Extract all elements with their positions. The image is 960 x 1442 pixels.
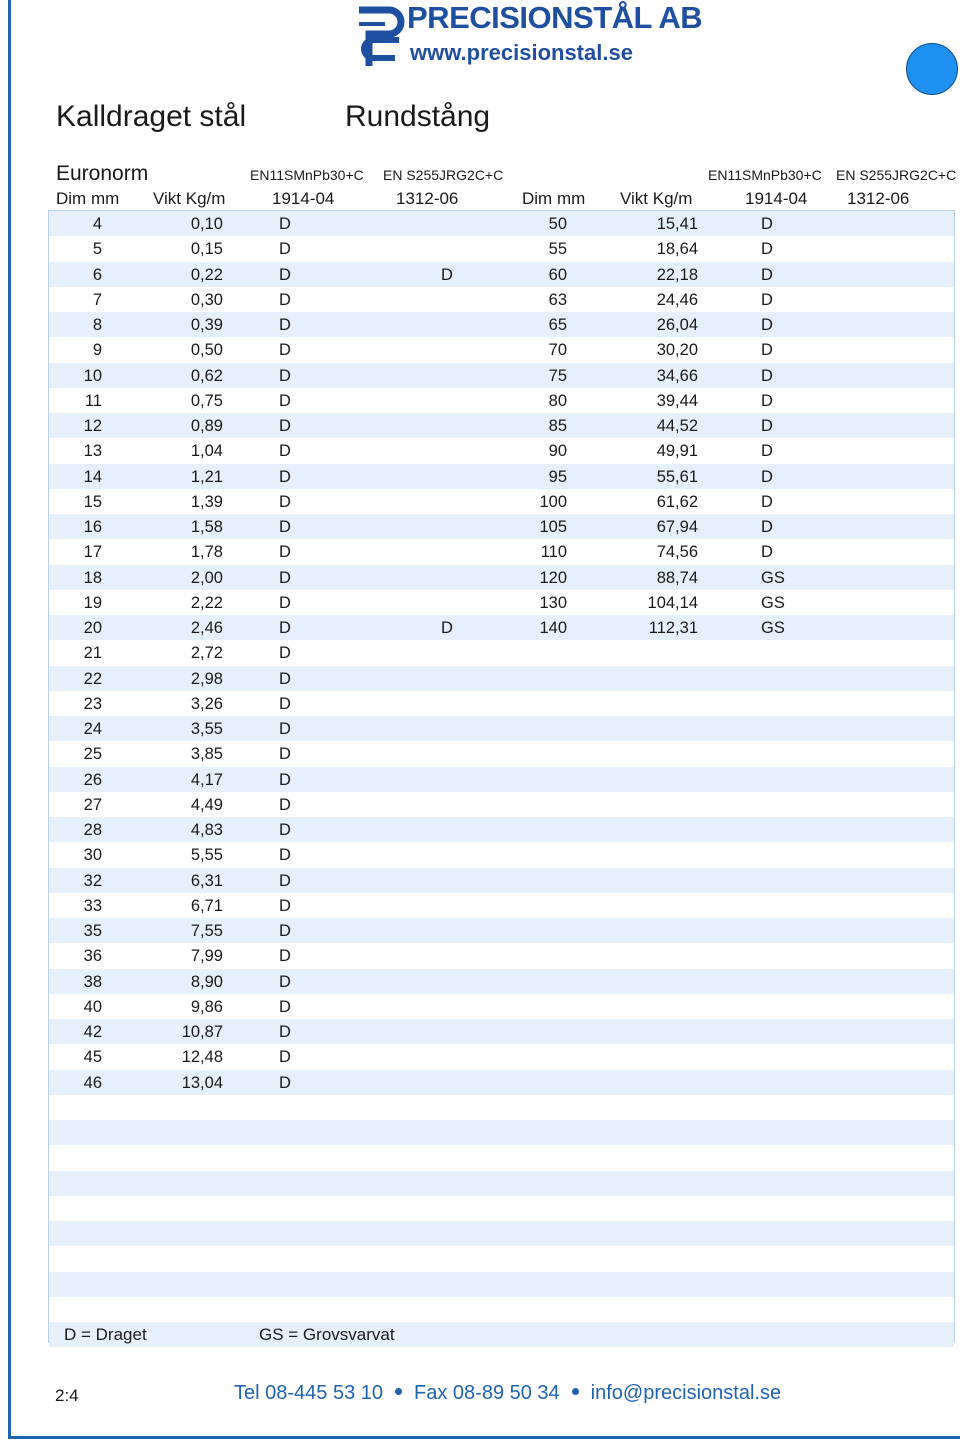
left-cell-dim: 32 (83, 871, 102, 890)
left-cell-dim: 20 (83, 619, 102, 637)
left-cell-dim: 40 (83, 997, 102, 1016)
footer-fax: Fax 08-89 50 34 (414, 1382, 560, 1404)
left-cell-dim: 24 (83, 720, 102, 738)
row-band (49, 413, 954, 438)
left-cell-vikt: 3,85 (190, 745, 223, 764)
right-cell-vikt: 67,94 (656, 518, 698, 536)
left-cell-dim: 22 (83, 669, 102, 688)
left-cell-vikt: 10,87 (181, 1023, 223, 1041)
right-cell-a: GS (761, 619, 785, 637)
footer-contact (234, 1382, 781, 1405)
left-cell-a: D (279, 745, 291, 764)
left-cell-dim: 26 (83, 770, 102, 789)
right-num2-header: 1312-06 (847, 189, 910, 208)
ps-monogram-icon (355, 0, 407, 72)
left-cell-a: D (279, 1073, 291, 1092)
left-cell-a: D (279, 467, 291, 486)
right-cell-vikt: 49,91 (656, 442, 698, 461)
page-title: Kalldraget stål (56, 100, 247, 133)
right-cell-dim: 90 (548, 442, 567, 461)
left-cell-vikt: 1,21 (190, 467, 223, 486)
right-cell-vikt: 44,52 (656, 417, 698, 435)
left-cell-vikt: 0,89 (190, 417, 223, 435)
right-cell-vikt: 34,66 (656, 366, 698, 385)
row-band (49, 1272, 954, 1297)
left-cell-a: D (279, 694, 291, 713)
left-cell-a: D (279, 568, 291, 587)
right-cell-dim: 65 (548, 316, 567, 334)
right-cell-vikt: 88,74 (656, 568, 698, 587)
left-cell-vikt: 0,50 (190, 341, 223, 360)
row-band (49, 716, 954, 741)
row-band (49, 666, 954, 691)
legend-grovsvarvat: GS = Grovsvarvat (259, 1325, 395, 1344)
page-number: 2:4 (55, 1386, 79, 1405)
left-cell-vikt: 2,00 (190, 568, 223, 587)
left-cell-dim: 18 (83, 568, 102, 587)
right-cell-a: GS (761, 593, 785, 612)
left-cell-vikt: 0,62 (190, 366, 223, 385)
left-cell-dim: 45 (83, 1048, 102, 1067)
left-cell-vikt: 4,49 (190, 795, 223, 814)
right-cell-vikt: 15,41 (656, 215, 698, 233)
left-cell-dim: 9 (92, 341, 102, 360)
row-band (49, 262, 954, 287)
left-cell-vikt: 2,98 (190, 669, 223, 688)
left-cell-a: D (279, 720, 291, 738)
row-band (49, 514, 954, 539)
left-cell-vikt: 7,55 (190, 922, 223, 940)
right-cell-vikt: 22,18 (656, 265, 698, 284)
left-cell-vikt: 4,17 (190, 770, 223, 789)
right-cell-dim: 95 (548, 467, 567, 486)
left-cell-a: D (279, 770, 291, 789)
row-band (49, 211, 954, 236)
right-cell-vikt: 104,14 (647, 593, 698, 612)
left-cell-a: D (279, 1023, 291, 1041)
left-cell-vikt: 1,39 (190, 492, 223, 511)
right-cell-vikt: 18,64 (656, 240, 698, 259)
left-cell-vikt: 6,71 (190, 896, 223, 915)
right-cell-vikt: 26,04 (656, 316, 698, 334)
right-cell-a: D (761, 240, 773, 259)
left-cell-a: D (279, 265, 291, 284)
left-cell-b: D (441, 265, 453, 284)
left-cell-a: D (279, 391, 291, 410)
right-cell-dim: 130 (539, 593, 567, 612)
dimension-table (48, 210, 955, 1343)
left-cell-dim: 10 (83, 366, 102, 385)
left-cell-vikt: 0,22 (190, 265, 223, 284)
right-cell-a: D (761, 391, 773, 410)
left-cell-vikt: 3,55 (190, 720, 223, 738)
left-cell-vikt: 7,99 (190, 947, 223, 966)
left-cell-vikt: 13,04 (181, 1073, 223, 1092)
right-cell-dim: 63 (548, 290, 567, 309)
left-cell-vikt: 8,90 (190, 972, 223, 991)
left-cell-vikt: 2,22 (190, 593, 223, 612)
left-cell-a: D (279, 821, 291, 839)
left-cell-vikt: 1,04 (190, 442, 223, 461)
right-cell-vikt: 55,61 (656, 467, 698, 486)
row-band (49, 868, 954, 893)
left-dim-header: Dim mm (56, 189, 120, 208)
left-cell-dim: 12 (83, 417, 102, 435)
right-cell-dim: 85 (548, 417, 567, 435)
left-std1-header: EN11SMnPb30+C (250, 167, 364, 183)
left-cell-vikt: 0,10 (190, 215, 223, 233)
right-cell-vikt: 24,46 (656, 290, 698, 309)
euronorm-label: Euronorm (56, 162, 149, 185)
left-cell-vikt: 5,55 (190, 846, 223, 865)
left-vikt-header: Vikt Kg/m (153, 189, 226, 208)
left-cell-dim: 17 (83, 543, 102, 562)
left-cell-a: D (279, 619, 291, 637)
section-marker-dot (906, 43, 958, 95)
left-cell-dim: 27 (83, 795, 102, 814)
footer-tel[interactable]: Tel 08-445 53 10 (234, 1382, 384, 1404)
left-cell-a: D (279, 290, 291, 309)
right-cell-dim: 55 (548, 240, 567, 259)
right-cell-dim: 140 (539, 619, 567, 637)
left-cell-dim: 46 (83, 1073, 102, 1092)
right-cell-a: D (761, 417, 773, 435)
right-num1-header: 1914-04 (745, 189, 808, 208)
left-cell-a: D (279, 644, 291, 663)
left-cell-dim: 6 (92, 265, 102, 284)
left-cell-a: D (279, 795, 291, 814)
left-cell-dim: 15 (83, 492, 102, 511)
left-cell-vikt: 4,83 (190, 821, 223, 839)
left-cell-b: D (441, 619, 453, 637)
left-cell-a: D (279, 997, 291, 1016)
left-cell-dim: 23 (83, 694, 102, 713)
row-band (49, 1221, 954, 1246)
right-cell-dim: 105 (539, 518, 567, 536)
left-cell-a: D (279, 341, 291, 360)
row-band (49, 969, 954, 994)
right-cell-dim: 60 (548, 265, 567, 284)
right-cell-dim: 120 (539, 568, 567, 587)
left-num1-header: 1914-04 (272, 189, 335, 208)
footer-email[interactable]: info@precisionstal.se (590, 1382, 782, 1404)
left-cell-vikt: 6,31 (190, 871, 223, 890)
legend-draget: D = Draget (64, 1325, 147, 1344)
left-cell-dim: 16 (83, 518, 102, 536)
bullet-icon (395, 1388, 402, 1395)
left-cell-dim: 13 (83, 442, 102, 461)
right-vikt-header: Vikt Kg/m (620, 189, 693, 208)
left-cell-dim: 7 (92, 290, 102, 309)
left-cell-a: D (279, 669, 291, 688)
left-cell-a: D (279, 215, 291, 233)
left-cell-vikt: 0,15 (190, 240, 223, 259)
left-cell-vikt: 3,26 (190, 694, 223, 713)
right-cell-dim: 50 (548, 215, 567, 233)
right-cell-a: D (761, 215, 773, 233)
right-cell-vikt: 74,56 (656, 543, 698, 562)
left-cell-dim: 14 (83, 467, 102, 486)
right-cell-a: D (761, 518, 773, 536)
left-cell-vikt: 0,75 (190, 391, 223, 410)
left-cell-dim: 28 (83, 821, 102, 839)
left-cell-dim: 8 (92, 316, 102, 334)
left-border-bar (8, 0, 11, 1436)
left-cell-a: D (279, 972, 291, 991)
row-band (49, 1171, 954, 1196)
bullet-icon (572, 1388, 579, 1395)
left-cell-a: D (279, 871, 291, 890)
left-cell-dim: 42 (83, 1023, 102, 1041)
right-cell-a: D (761, 316, 773, 334)
company-url[interactable]: www.precisionstal.se (410, 40, 633, 65)
row-band (49, 464, 954, 489)
left-cell-a: D (279, 947, 291, 966)
right-cell-a: GS (761, 568, 785, 587)
row-band (49, 1120, 954, 1145)
left-num2-header: 1312-06 (396, 189, 459, 208)
left-cell-a: D (279, 240, 291, 259)
row-band (49, 312, 954, 337)
left-cell-dim: 5 (92, 240, 102, 259)
left-cell-vikt: 2,72 (190, 644, 223, 663)
row-band (49, 615, 954, 640)
left-cell-dim: 36 (83, 947, 102, 966)
left-cell-a: D (279, 1048, 291, 1067)
company-logo (355, 0, 703, 72)
left-cell-vikt: 1,58 (190, 518, 223, 536)
left-cell-a: D (279, 593, 291, 612)
row-band (49, 363, 954, 388)
right-std2-header: EN S255JRG2C+C (836, 167, 957, 183)
left-cell-dim: 38 (83, 972, 102, 991)
right-cell-vikt: 30,20 (656, 341, 698, 360)
right-cell-dim: 80 (548, 391, 567, 410)
right-cell-dim: 75 (548, 366, 567, 385)
left-cell-a: D (279, 492, 291, 511)
right-std1-header: EN11SMnPb30+C (708, 167, 822, 183)
left-cell-a: D (279, 316, 291, 334)
left-cell-dim: 19 (83, 593, 102, 612)
left-std2-header: EN S255JRG2C+C (383, 167, 504, 183)
right-cell-a: D (761, 492, 773, 511)
left-cell-a: D (279, 442, 291, 461)
row-band (49, 918, 954, 943)
right-cell-a: D (761, 290, 773, 309)
row-band (49, 1322, 954, 1347)
company-name: PRECISIONSTÅL AB (407, 0, 703, 35)
left-cell-dim: 35 (83, 922, 102, 940)
left-cell-vikt: 12,48 (181, 1048, 223, 1067)
right-dim-header: Dim mm (522, 189, 586, 208)
right-cell-vikt: 39,44 (656, 391, 698, 410)
right-cell-dim: 110 (540, 543, 567, 562)
left-cell-a: D (279, 366, 291, 385)
right-cell-a: D (761, 442, 773, 461)
left-cell-vikt: 0,39 (190, 316, 223, 334)
left-cell-vikt: 9,86 (190, 997, 223, 1016)
left-cell-a: D (279, 922, 291, 940)
left-cell-vikt: 2,46 (190, 619, 223, 637)
left-cell-a: D (279, 518, 291, 536)
right-cell-vikt: 61,62 (656, 492, 698, 511)
left-cell-a: D (279, 896, 291, 915)
right-cell-dim: 100 (539, 492, 567, 511)
right-cell-a: D (761, 366, 773, 385)
left-cell-dim: 30 (83, 846, 102, 865)
left-cell-dim: 33 (83, 896, 102, 915)
right-cell-dim: 70 (548, 341, 567, 360)
bottom-border-bar (8, 1436, 960, 1439)
right-cell-a: D (761, 543, 773, 562)
left-cell-dim: 21 (83, 644, 102, 663)
left-cell-a: D (279, 846, 291, 865)
right-cell-a: D (761, 341, 773, 360)
right-cell-a: D (761, 467, 773, 486)
row-band (49, 767, 954, 792)
left-cell-vikt: 1,78 (190, 543, 223, 562)
left-cell-vikt: 0,30 (190, 290, 223, 309)
left-cell-a: D (279, 543, 291, 562)
page-subtitle: Rundstång (345, 100, 491, 133)
row-band (49, 565, 954, 590)
left-cell-dim: 4 (92, 215, 102, 233)
right-cell-a: D (761, 265, 773, 284)
row-band (49, 817, 954, 842)
left-cell-dim: 11 (84, 391, 102, 410)
left-cell-dim: 25 (83, 745, 102, 764)
left-cell-a: D (279, 417, 291, 435)
right-cell-vikt: 112,31 (648, 619, 698, 637)
